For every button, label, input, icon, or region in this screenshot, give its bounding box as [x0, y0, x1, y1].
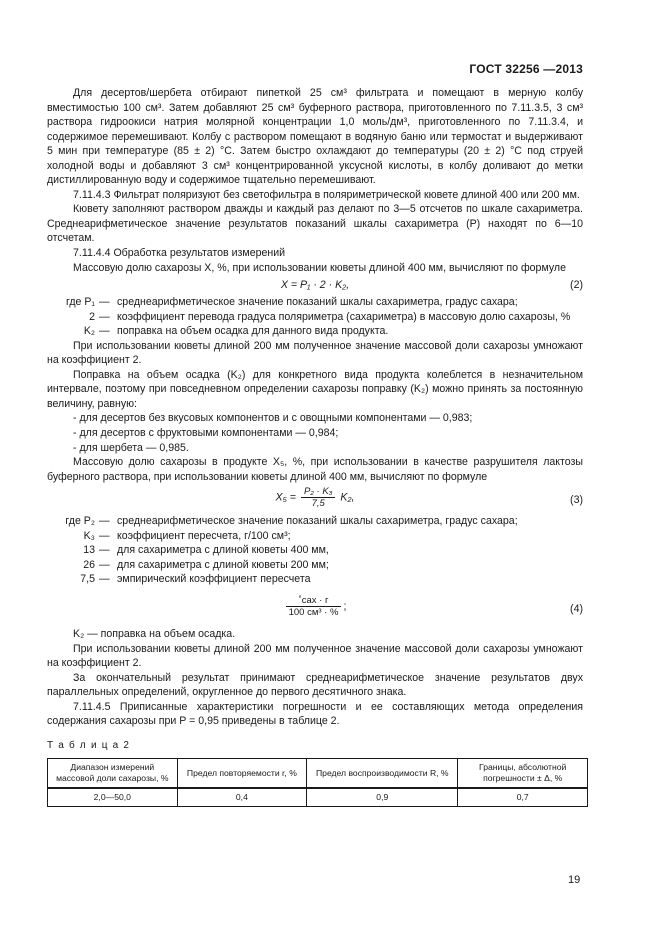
definition-symbol: где P₂ [65, 515, 95, 528]
definition-text: для сахариметра с длиной кюветы 400 мм, [117, 544, 329, 557]
fraction-numerator: ˚сах · г [286, 595, 342, 607]
paragraph: Поправка на объем осадка (K₂) для конкретного вида продукта колеблется в незначительном интервале, поэтому при повседневном определении сахарозы поправку (K₂) можно принять за постоянную величину, равную: [47, 368, 583, 410]
table-cell: 0,9 [307, 788, 458, 807]
document-body [47, 86, 583, 807]
fraction-denominator: 7,5 [311, 498, 325, 510]
definition-symbol: 13 [83, 544, 95, 557]
table-header-cell: Предел воспроизводимости R, % [307, 759, 458, 789]
table-cell: 0,4 [177, 788, 307, 807]
table-header-cell: Диапазон измерений массовой доли сахарозы, % [48, 759, 178, 789]
definition-text: коэффициент пересчета, г/100 см³; [117, 529, 291, 542]
paragraph: При использовании кюветы длиной 200 мм полученное значение массовой доли сахарозы умножают на коэффициент 2. [47, 339, 583, 367]
gost-header: ГОСТ 32256 —2013 [469, 62, 583, 76]
formula-2 [47, 275, 583, 295]
definitions-list [47, 295, 583, 339]
definition-row: 7,5 — эмпирический коэффициент пересчета [47, 572, 583, 587]
paragraph: Массовую долю сахарозы X, %, при использовании кюветы длиной 400 мм, вычисляют по формуле [73, 261, 566, 274]
formula-fraction [286, 595, 342, 618]
formula-tail: ; [343, 600, 347, 613]
paragraph: За окончательный результат принимают среднеарифметическое значение результатов двух параллельных определений, округленное до первого десятичного знака. [47, 671, 583, 699]
section-heading: 7.11.4.4 Обработка результатов измерений [73, 247, 286, 260]
formula-3 [47, 484, 583, 514]
definition-text: среднеарифметическое значение показаний шкалы сахариметра, градус сахара; [117, 296, 518, 309]
formula-fraction [301, 486, 336, 509]
formula-expression [47, 486, 583, 509]
formula-rhs: K₂, [340, 491, 355, 504]
definition-row: где P₁ — среднеарифметическое значение показаний шкалы сахариметра, градус сахара; [47, 295, 583, 310]
fraction-numerator: P₂ · K₃ [301, 486, 336, 498]
formula-lhs: X₅ = [275, 491, 296, 504]
definition-row: K₂ — поправка на объем осадка для данного вида продукта. [47, 324, 583, 339]
table-cell: 0,7 [458, 788, 588, 807]
list-item: - для десертов без вкусовых компонентов и с овощными компонентами — 0,983; [73, 412, 473, 425]
table-header-row [48, 759, 588, 789]
definition-symbol: K₃ [83, 529, 95, 542]
paragraph: 7.11.4.3 Фильтрат поляризуют без светофильтра в поляриметрической кювете длиной 400 или 200 мм. [73, 188, 580, 201]
list-item: - для шербета — 0,985. [73, 441, 189, 454]
table-header-cell: Предел повторяемости r, % [177, 759, 307, 789]
table-2 [47, 758, 588, 807]
definition-text: поправка на объем осадка для данного вида продукта. [117, 325, 389, 338]
definition-row: где P₂ — среднеарифметическое значение показаний шкалы сахариметра, градус сахара; [47, 514, 583, 529]
definition-symbol: 7,5 [80, 573, 95, 586]
definitions-list [47, 514, 583, 587]
definition-text: среднеарифметическое значение показаний шкалы сахариметра, градус сахара; [117, 515, 518, 528]
formula-number: (2) [570, 279, 583, 292]
definition-row: 26 — для сахариметра с длиной кюветы 200 мм; [47, 558, 583, 573]
definition-row: 13 — для сахариметра с длиной кюветы 400 мм, [47, 543, 583, 558]
definition-symbol: где P₁ [65, 296, 95, 309]
paragraph: Для десертов/шербета отбирают пипеткой 25 см³ фильтрата и помещают в мерную колбу вместимостью 100 см³. Затем добавляют 25 см³ буферного раствора, приготовленного по 7.11.3.5, 3 см³ раствора гидроокиси натрия молярной концентрации 1,0 моль/дм³, приготовленного по 7.11.3.4, и содержимое перемешивают. Колбу с раствором помещают в водяную баню или термостат и выдерживают 5 мин при температуре (85 ± 2) °С. Затем быстро охлаждают до температуры (20 ± 2) °С под струей холодной воды и добавляют 3 см³ концентрированной уксусной кислоты, в колбу доливают до метки дистиллированную воду и содержимое тщательно перемешивают. [47, 87, 583, 187]
formula-number: (3) [570, 494, 583, 507]
fraction-denominator: 100 см³ · % [288, 606, 339, 618]
list-item: - для десертов с фруктовыми компонентами — 0,984; [73, 427, 339, 440]
definition-text: эмпирический коэффициент пересчета [117, 573, 311, 586]
definition-text: коэффициент перевода градуса поляриметра (сахариметра) в массовую долю сахарозы, % [117, 310, 571, 323]
paragraph: Кювету заполняют раствором дважды и каждый раз делают по 3—5 отсчетов по шкале сахариметра. Среднеарифметическое значение результатов показаний шкалы сахариметра (Р) находят по 6—10 отсчетам. [47, 203, 583, 245]
definition-text: для сахариметра с длиной кюветы 200 мм; [117, 558, 329, 571]
paragraph: K₂ — поправка на объем осадка. [73, 627, 236, 640]
formula-4 [47, 593, 583, 623]
paragraph: 7.11.4.5 Приписанные характеристики погрешности и ее составляющих метода определения содержания сахарозы при P = 0,95 приведены в таблице 2. [47, 700, 583, 728]
definition-symbol: 2 [89, 310, 95, 323]
definition-symbol: 26 [83, 558, 95, 571]
formula-expression: X = P₁ · 2 · K₂, [280, 279, 350, 292]
page-number: 19 [568, 874, 581, 886]
formula-expression [47, 595, 583, 618]
paragraph: При использовании кюветы длиной 200 мм полученное значение массовой доли сахарозы умножают на коэффициент 2. [47, 642, 583, 670]
definition-row: 2 — коэффициент перевода градуса поляриметра (сахариметра) в массовую долю сахарозы, % [47, 310, 583, 325]
table-cell: 2,0—50,0 [48, 788, 178, 807]
definition-row: K₃ — коэффициент пересчета, г/100 см³; [47, 529, 583, 544]
k2-values-list [47, 411, 583, 455]
paragraph: Массовую долю сахарозы в продукте X₅, %, при использовании в качестве разрушителя лактозы буферного раствора, при использовании кюветы длиной 400 мм, вычисляют по формуле [47, 456, 583, 483]
table-caption: Т а б л и ц а 2 [47, 739, 131, 751]
table-header-cell: Границы, абсолютной погрешности ± Δ, % [458, 759, 588, 789]
formula-number: (4) [570, 602, 583, 615]
table-row [48, 788, 588, 807]
definition-symbol: K₂ [83, 325, 95, 338]
